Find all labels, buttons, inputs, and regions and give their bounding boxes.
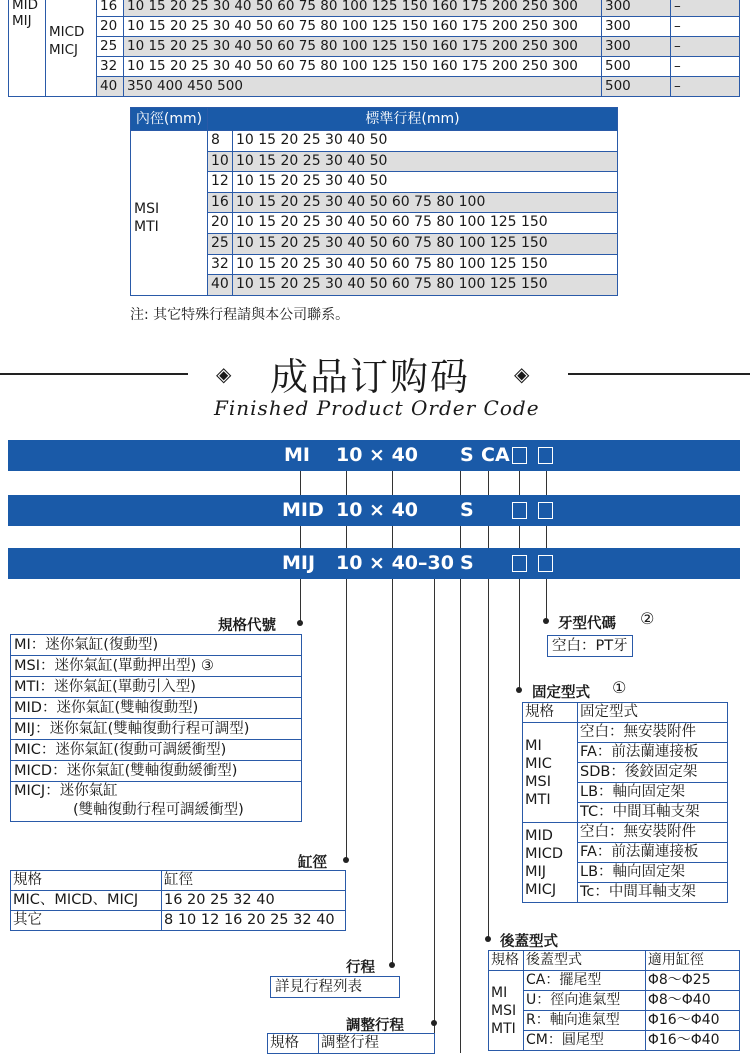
mount-label: 固定型式 [532, 685, 590, 701]
placeholder-box [512, 502, 527, 519]
placeholder-box [538, 502, 553, 519]
placeholder-box [512, 555, 527, 572]
model-cell: MSI MTI [131, 131, 208, 296]
header-stroke: 標準行程(mm) [208, 108, 618, 131]
placeholder-box [538, 447, 553, 464]
bullet-icon [431, 1020, 437, 1026]
bullet-icon [516, 687, 522, 693]
divider-left [0, 373, 188, 375]
rear-cover-label: 後蓋型式 [500, 934, 558, 950]
section-subtitle: Finished Product Order Code [214, 396, 540, 420]
code-bar-mij: MIJ 10 × 40–30 S [8, 548, 740, 579]
bullet-icon [297, 620, 303, 626]
diamond-icon: ◈ [216, 362, 232, 386]
spec-code-label: 規格代號 [218, 618, 276, 634]
submodel-cell: MICD MICJ [46, 17, 97, 97]
stroke-ref: 詳見行程列表 [270, 976, 400, 998]
divider-right [568, 373, 750, 375]
bullet-icon [389, 962, 395, 968]
diamond-icon: ◈ [514, 362, 530, 386]
code-bar-mid: MID 10 × 40 S [8, 495, 740, 526]
bullet-icon [543, 618, 549, 624]
stroke-label: 行程 [346, 960, 375, 976]
stroke-note: 注: 其它特殊行程請與本公司聯系。 [130, 307, 350, 323]
adjust-table: 規格 調整行程 [267, 1033, 435, 1054]
bullet-icon [343, 857, 349, 863]
placeholder-box [538, 555, 553, 572]
bore-table: 規格 缸徑 MIC、MICD、MICJ 16 20 25 32 40 其它 8 10 12 16 20 25 32 40 [10, 870, 346, 931]
code-bar-mi: MI 10 × 40 S CA [8, 440, 740, 471]
thread-value: 空白：PT牙 [547, 635, 633, 657]
model-cell: MID MIJ [9, 0, 46, 97]
placeholder-box [512, 447, 527, 464]
spec-code-list: MI：迷你氣缸(復動型) MSI：迷你氣缸(單動押出型) ③ MTI：迷你氣缸(單動引入型) MID：迷你氣缸(雙軸復動型) MIJ：迷你氣缸(雙軸復動行程可調型) MIC：迷你氣缸(復動可調緩衝型) MICD：迷你氣缸(雙軸復動緩衝型) MICJ：迷你氣缸 (雙軸復動行程可調緩衝型) [10, 634, 302, 822]
adjust-stroke-label: 調整行程 [346, 1018, 404, 1034]
bore-label: 缸徑 [298, 855, 327, 871]
bullet-icon [485, 936, 491, 942]
section-title: 成品订购码 [270, 355, 471, 399]
rear-cover-table: 規格 後蓋型式 適用缸徑 MI MSI MTI CA：擺尾型 Φ8～Φ25 U：徑向進氣型 Φ8～Φ40 R：軸向進氣型 Φ16～Φ40 CM：圓尾型 Φ16～Φ40 [488, 950, 740, 1051]
stroke-table-msi: 內徑(mm) 標準行程(mm) MSI MTI 8 10 15 20 25 30 40 50 10 10 15 20 25 30 40 50 12 10 15 20 25 30 40 50 16 10 15 20 25 30 40 50 60 75 80 100 20 10 15 20 25 30 40 50 60 75 80 100 125 150 25 10 15 20 25 30 40 50 60 75 80 100 125 150 32 10 15 20 25 30 40 50 60 75 80 100 125 150 40 10 15 20 25 30 40 50 60 75 80 100 125 150 [130, 107, 618, 296]
header-bore: 內徑(mm) [131, 108, 208, 131]
mount-table: 規格 固定型式 MI MIC MSI MTI 空白：無安裝附件 FA：前法蘭連接板 SDB：後鉸固定架 LB：軸向固定架 TC：中間耳軸支架 MID MICD MIJ MICJ 空白：無安裝附件 FA：前法蘭連接板 LB：軸向固定架 Tc：中間耳軸支架 [522, 702, 728, 903]
stroke-table-dual: MID MIJ 16 10 15 20 25 30 40 50 60 75 80 100 125 150 160 175 200 250 300 300 – MICD MICJ 20 10 15 20 25 30 40 50 60 75 80 100 125 150 160 175 200 250 300 300 – 25 10 15 20 25 30 40 50 60 75 80 100 125 150 160 175 200 250 300 300 – 32 10 15 20 25 30 40 50 60 75 80 100 125 150 160 175 200 250 300 500 – 40 350 400 450 500 500 – [8, 0, 740, 97]
thread-label: 牙型代碼 [558, 616, 616, 632]
